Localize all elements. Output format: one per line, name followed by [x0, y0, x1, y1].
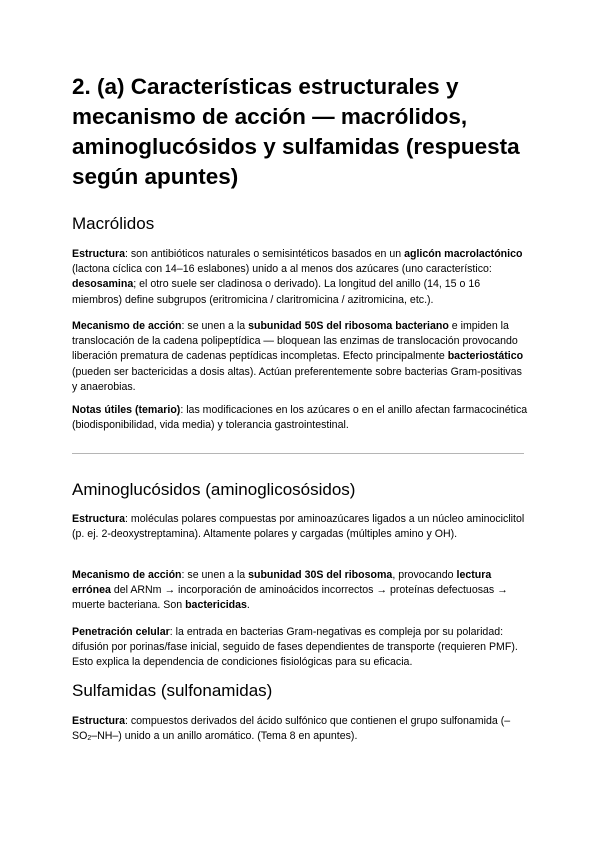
- paragraph-aminoglucosidos-estructura: [72, 512, 530, 542]
- paragraph-macrolidos-estructura: [72, 247, 530, 308]
- paragraph-aminoglucosidos-penetracion: [72, 625, 530, 671]
- paragraph-sulfamidas-estructura: [72, 714, 530, 744]
- section-heading-aminoglucosidos: Aminoglucósidos (aminoglicosósidos): [72, 480, 356, 499]
- text-segment: (pueden ser bactericidas a dosis altas). Actúan preferentemente sobre bacterias Gram-positivas y anaerobias.: [72, 365, 522, 393]
- page-title: 2. (a) Características estructurales y mecanismo de acción — macrólidos, aminoglucósidos y sulfamidas (respuesta según apuntes): [72, 74, 520, 189]
- term-desosamina: desosamina: [72, 278, 134, 291]
- text-segment: : las modificaciones en los azúcares o en el anillo afectan farmacocinética (biodisponibilidad, vida media) y tolerancia gastrointestinal.: [72, 404, 528, 432]
- paragraph-macrolidos-notas: [72, 403, 530, 433]
- label-mecanismo: Mecanismo de acción: [72, 320, 182, 332]
- term-bacteriostatico: bacteriostático: [447, 350, 524, 363]
- label-estructura: Estructura: [72, 248, 125, 260]
- text-segment: : la entrada en bacterias Gram-negativas es compleja por su polaridad: difusión por porinas/fase inicial, seguido de fases dependientes de transporte (requieren PMF). Esto explica la dependencia de condiciones fisiológicas para su eficacia.: [72, 626, 518, 669]
- subscript-2: 2: [87, 735, 92, 743]
- text-segment: (lactona cíclica con 14–16 eslabones) unido a al menos dos azúcares (uno característico:: [72, 263, 492, 276]
- label-estructura: Estructura: [72, 715, 125, 727]
- text-segment: : se unen a la: [181, 320, 249, 332]
- term-aglicon: aglicón macrolactónico: [404, 248, 523, 260]
- term-subunidad-30s: subunidad 30S del ribosoma: [248, 569, 393, 581]
- text-segment: .: [246, 599, 250, 612]
- text-segment: –NH–) unido a un anillo aromático. (Tema 8 en apuntes).: [91, 730, 358, 743]
- text-segment: : compuestos derivados del ácido sulfónico que contienen el grupo sulfonamida (–SO: [72, 715, 511, 743]
- term-subunidad-50s: subunidad 50S del ribosoma bacteriano: [248, 320, 449, 332]
- section-heading-sulfamidas: Sulfamidas (sulfonamidas): [72, 681, 273, 700]
- label-penetracion: Penetración celular: [72, 626, 170, 638]
- text-segment: : se unen a la: [181, 569, 249, 581]
- paragraph-macrolidos-mecanismo: [72, 319, 530, 395]
- label-mecanismo: Mecanismo de acción: [72, 569, 182, 581]
- text-segment: del ARNm → incorporación de aminoácidos incorrectos → proteínas defectuosas → muerte bacteriana. Son: [72, 584, 508, 612]
- section-heading-macrolidos: Macrólidos: [72, 214, 155, 233]
- text-segment: e impiden la translocación de la cadena polipeptídica — bloquean las enzimas de translocación provocando liberación prematura de cadenas peptídicas incompletas. Efecto principalmente: [72, 320, 518, 363]
- label-notas: Notas útiles (temario): [72, 404, 181, 416]
- text-segment: : moléculas polares compuestas por aminoazúcares ligados a un núcleo aminociclitol (p. ej. 2-deoxystreptamina). Altamente polares y cargadas (múltiples amino y OH).: [72, 513, 525, 541]
- text-segment: , provocando: [392, 569, 457, 581]
- paragraph-aminoglucosidos-mecanismo: [72, 568, 530, 614]
- section-divider: [72, 453, 524, 454]
- label-estructura: Estructura: [72, 513, 125, 525]
- text-segment: ; el otro suele ser cladinosa o derivado). La longitud del anillo (14, 15 o 16 miembros) define subgrupos (eritromicina / claritromicina / azitromicina, etc.).: [72, 278, 481, 306]
- term-bactericidas: bactericidas: [185, 599, 247, 612]
- text-segment: : son antibióticos naturales o semisintéticos basados en un: [124, 248, 405, 260]
- term-lectura-erronea: lectura errónea: [72, 569, 492, 597]
